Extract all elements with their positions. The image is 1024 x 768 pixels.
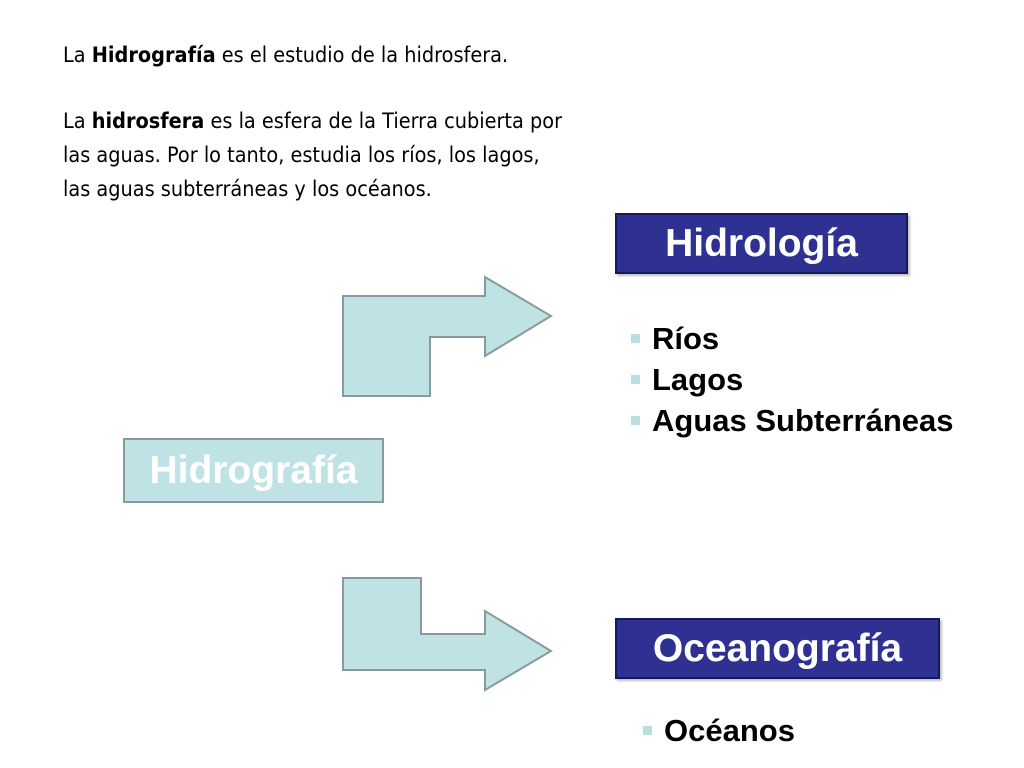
hidrologia-label: Hidrología [665, 221, 858, 265]
hidrografia-box [123, 438, 384, 503]
square-bullet-icon [643, 726, 652, 735]
arrow-up-right [343, 277, 551, 396]
oceanografia-list [643, 710, 795, 751]
square-bullet-icon [631, 375, 640, 384]
arrow-down-right [343, 578, 551, 690]
oceanografia-box [615, 618, 940, 679]
hidrologia-box [615, 213, 908, 274]
term-hidrografia: Hidrografía [91, 43, 216, 67]
intro-paragraph-2: La hidrosfera es la esfera de la Tierra cubierta por las aguas. Por lo tanto, estudia los ríos, los lagos, las aguas subterráneas y los océanos. [63, 109, 563, 201]
list-item: Aguas Subterráneas [631, 400, 954, 441]
list-item: Lagos [631, 359, 954, 400]
list-item: Ríos [631, 318, 954, 359]
hidrologia-list [631, 318, 954, 441]
oceanografia-label: Oceanografía [652, 626, 903, 670]
intro-paragraph-1: La Hidrografía es el estudio de la hidrosfera. [63, 43, 509, 67]
hidrografia-label: Hidrografía [149, 448, 358, 492]
square-bullet-icon [631, 416, 640, 425]
term-hidrosfera: hidrosfera [91, 109, 205, 133]
list-item: Océanos [643, 710, 795, 751]
square-bullet-icon [631, 334, 640, 343]
